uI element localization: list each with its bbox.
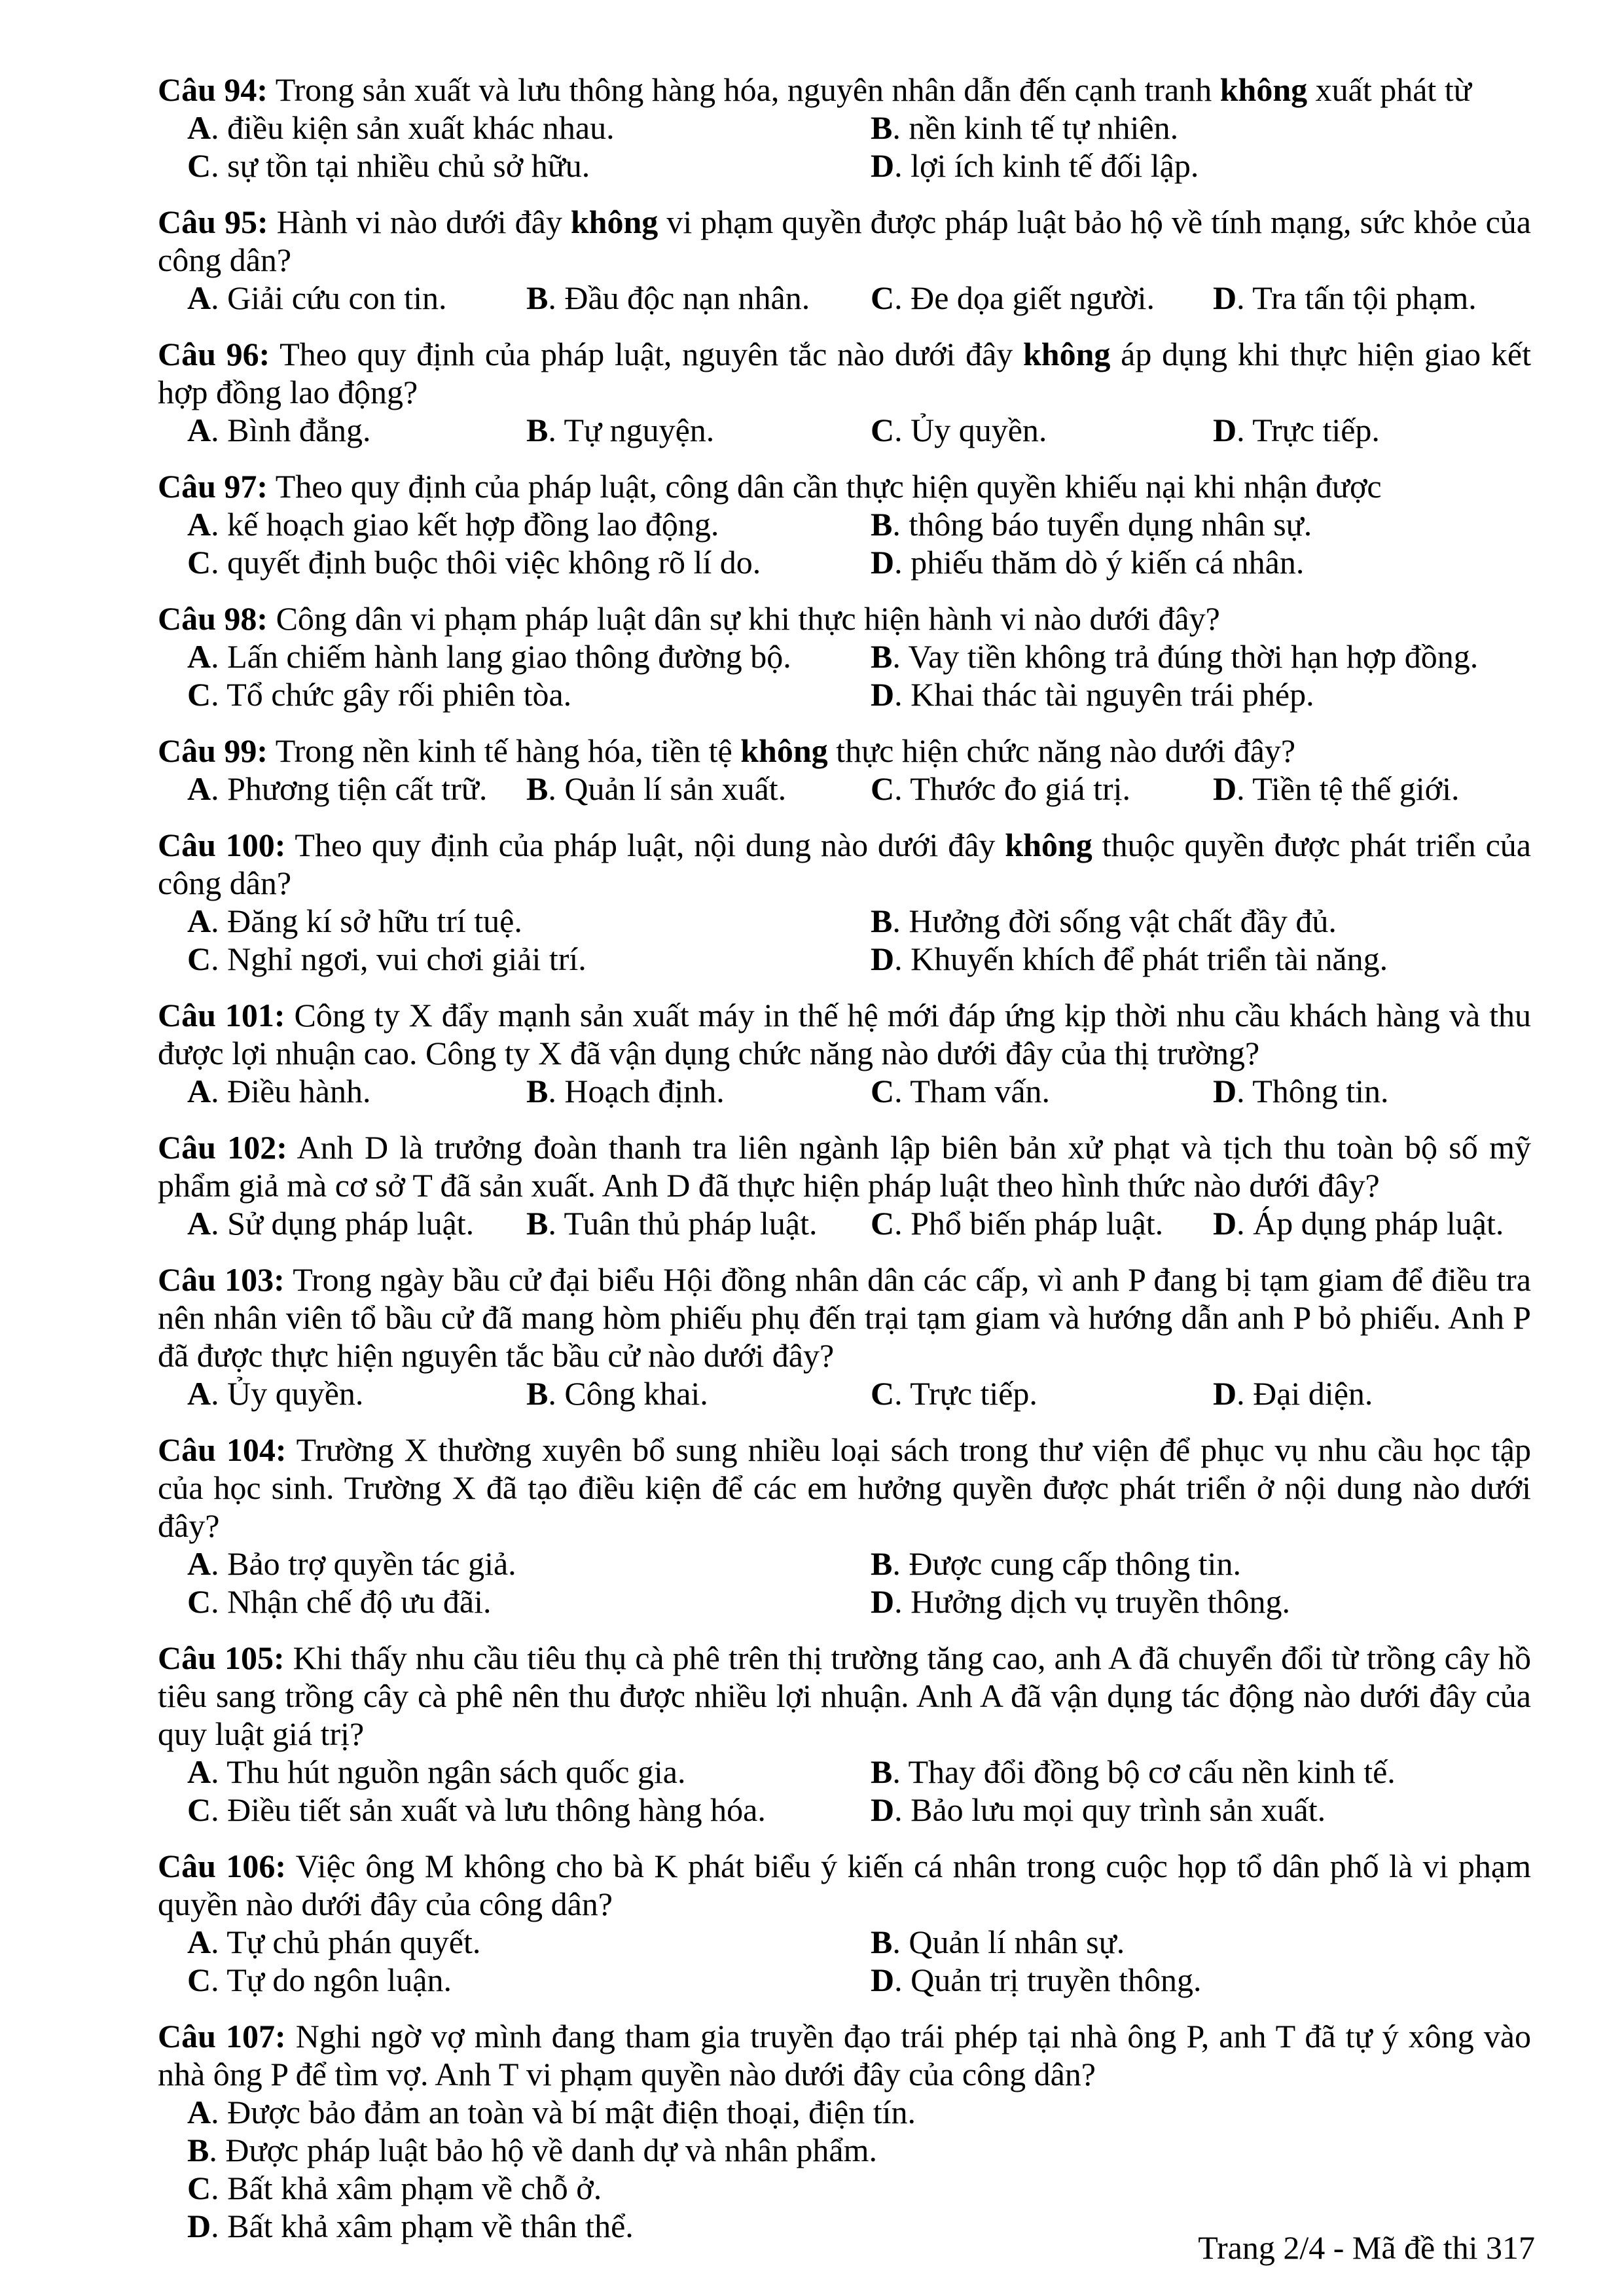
- question-block: [158, 2017, 1531, 2245]
- option-text: quyết định buộc thôi việc không rõ lí do.: [227, 544, 761, 581]
- answer-option[interactable]: D. lợi ích kinh tế đối lập.: [871, 147, 1199, 184]
- option-letter: B: [871, 506, 893, 543]
- answer-options: [158, 279, 1531, 317]
- option-letter: C: [187, 147, 211, 184]
- answer-option[interactable]: D. Thông tin.: [1213, 1073, 1389, 1109]
- option-text: Bất khả xâm phạm về thân thể.: [227, 2208, 634, 2244]
- question-emphasis: không: [1219, 71, 1308, 108]
- answer-option[interactable]: B. Tuân thủ pháp luật.: [526, 1205, 818, 1242]
- question-number: Câu 104:: [158, 1431, 287, 1468]
- answer-option[interactable]: C. Điều tiết sản xuất và lưu thông hàng hóa.: [187, 1791, 766, 1828]
- question-text-end: thuộc quyền được phát triển của công dân?: [158, 827, 1531, 901]
- option-letter: A: [187, 1073, 211, 1109]
- option-text: sự tồn tại nhiều chủ sở hữu.: [227, 147, 590, 184]
- option-letter: C: [871, 1205, 895, 1242]
- answer-option[interactable]: C. Nghỉ ngơi, vui chơi giải trí.: [187, 941, 586, 977]
- question-stem: [158, 71, 1531, 109]
- option-letter: D: [871, 544, 895, 581]
- option-letter: D: [871, 941, 895, 977]
- question-block: [158, 996, 1531, 1110]
- question-stem: [158, 600, 1531, 637]
- question-text: Nghi ngờ vợ mình đang tham gia truyền đạo trái phép tại nhà ông P, anh T đã tự ý xông vào nhà ông P để tìm vợ. Anh T vi phạm quyền nào dưới đây của công dân?: [158, 2018, 1532, 2092]
- option-text: Đầu độc nạn nhân.: [564, 279, 810, 316]
- options-row: [158, 1374, 1531, 1412]
- question-block: [158, 1847, 1531, 1999]
- options-row: [158, 637, 1531, 675]
- option-letter: D: [871, 147, 895, 184]
- question-text: Theo quy định của pháp luật, nguyên tắc nào dưới đây: [280, 336, 1023, 372]
- options-row: [158, 2131, 1531, 2169]
- question-stem: [158, 996, 1531, 1072]
- question-emphasis: không: [1005, 827, 1092, 863]
- answer-options: [158, 411, 1531, 449]
- question-stem: [158, 335, 1531, 411]
- answer-option[interactable]: D. Khuyến khích để phát triển tài năng.: [871, 941, 1388, 977]
- option-text: Quản lí sản xuất.: [564, 770, 787, 807]
- answer-options: [158, 1072, 1531, 1110]
- question-text: Hành vi nào dưới đây: [276, 204, 571, 240]
- option-letter: D: [871, 1791, 895, 1828]
- answer-option[interactable]: A. kế hoạch giao kết hợp đồng lao động.: [187, 506, 719, 543]
- answer-option[interactable]: D. Áp dụng pháp luật.: [1213, 1205, 1504, 1242]
- question-number: Câu 98:: [158, 600, 268, 637]
- question-stem: [158, 1639, 1531, 1753]
- answer-option[interactable]: B. Công khai.: [526, 1375, 708, 1412]
- options-row: [158, 279, 1531, 317]
- option-letter: D: [871, 1583, 895, 1620]
- option-text: Quản trị truyền thông.: [911, 1962, 1202, 1998]
- option-letter: A: [187, 1375, 211, 1412]
- question-number: Câu 105:: [158, 1640, 285, 1676]
- option-text: phiếu thăm dò ý kiến cá nhân.: [911, 544, 1305, 581]
- question-number: Câu 96:: [158, 336, 270, 372]
- option-text: Tự nguyện.: [564, 412, 715, 448]
- option-letter: A: [187, 1545, 211, 1582]
- answer-option[interactable]: C. Tổ chức gây rối phiên tòa.: [187, 676, 572, 713]
- option-letter: A: [187, 2094, 211, 2130]
- answer-options: [158, 1753, 1531, 1829]
- options-row: [158, 2169, 1531, 2207]
- option-letter: C: [187, 1791, 211, 1828]
- option-text: Trực tiếp.: [910, 1375, 1038, 1412]
- option-letter: B: [871, 1545, 893, 1582]
- question-text: Trong ngày bầu cử đại biểu Hội đồng nhân dân các cấp, vì anh P đang bị tạm giam để điều tra nên nhân viên tổ bầu cử đã mang hòm phiếu phụ đến trại tạm giam và hướng dẫn anh P bỏ phiếu. Anh P đã được thực hiện nguyên tắc bầu cử nào dưới đây?: [158, 1261, 1531, 1374]
- option-letter: D: [1213, 1205, 1237, 1242]
- question-block: [158, 1431, 1531, 1621]
- options-row: [158, 1753, 1531, 1791]
- option-letter: A: [187, 1753, 211, 1790]
- option-letter: B: [526, 770, 549, 807]
- answer-options: [158, 1204, 1531, 1242]
- option-letter: C: [871, 770, 895, 807]
- answer-option[interactable]: D. Tra tấn tội phạm.: [1213, 279, 1477, 316]
- answer-option[interactable]: C. Nhận chế độ ưu đãi.: [187, 1583, 492, 1620]
- question-emphasis: không: [740, 732, 828, 769]
- option-text: Tra tấn tội phạm.: [1252, 279, 1477, 316]
- option-text: kế hoạch giao kết hợp đồng lao động.: [227, 506, 719, 543]
- option-letter: B: [871, 1753, 893, 1790]
- answer-option[interactable]: C. Đe dọa giết người.: [871, 279, 1155, 316]
- option-text: Quản lí nhân sự.: [909, 1924, 1125, 1960]
- options-row: [158, 1545, 1531, 1583]
- option-text: Hưởng dịch vụ truyền thông.: [911, 1583, 1290, 1620]
- answer-option[interactable]: C. Phổ biến pháp luật.: [871, 1205, 1164, 1242]
- option-text: Đăng kí sở hữu trí tuệ.: [227, 903, 522, 939]
- question-stem: [158, 1431, 1531, 1545]
- option-text: Bảo trợ quyền tác giả.: [227, 1545, 516, 1582]
- options-row: [158, 1583, 1531, 1621]
- option-text: Bình đẳng.: [227, 412, 371, 448]
- option-letter: A: [187, 279, 211, 316]
- answer-option[interactable]: D. Bảo lưu mọi quy trình sản xuất.: [871, 1791, 1326, 1828]
- option-text: Được cung cấp thông tin.: [909, 1545, 1241, 1582]
- question-text: Anh D là trưởng đoàn thanh tra liên ngành lập biên bản xử phạt và tịch thu toàn bộ số mỹ phẩm giả mà cơ sở T đã sản xuất. Anh D đã thực hiện pháp luật theo hình thức nào dưới đây?: [158, 1129, 1531, 1204]
- answer-option[interactable]: A. Được bảo đảm an toàn và bí mật điện thoại, điện tín.: [187, 2094, 916, 2130]
- option-letter: D: [1213, 770, 1237, 807]
- question-block: [158, 600, 1531, 713]
- question-stem: [158, 2017, 1531, 2093]
- options-row: [158, 505, 1531, 543]
- question-text: Công dân vi phạm pháp luật dân sự khi thực hiện hành vi nào dưới đây?: [276, 600, 1220, 637]
- answer-option[interactable]: B. Quản lí sản xuất.: [526, 770, 787, 807]
- question-stem: [158, 826, 1531, 902]
- option-letter: B: [526, 1205, 549, 1242]
- option-text: Đại diện.: [1253, 1375, 1373, 1412]
- answer-option[interactable]: B. Tự nguyện.: [526, 412, 715, 448]
- options-row: [158, 902, 1531, 940]
- option-text: Khuyến khích để phát triển tài năng.: [911, 941, 1388, 977]
- answer-option[interactable]: A. Bảo trợ quyền tác giả.: [187, 1545, 516, 1582]
- option-letter: D: [871, 676, 895, 713]
- option-text: Hoạch định.: [564, 1073, 725, 1109]
- answer-option[interactable]: A. Sử dụng pháp luật.: [187, 1205, 475, 1242]
- answer-option[interactable]: D. Tiền tệ thế giới.: [1213, 770, 1460, 807]
- options-row: [158, 109, 1531, 147]
- question-text: Trường X thường xuyên bổ sung nhiều loại sách trong thư viện để phục vụ nhu cầu học tập của học sinh. Trường X đã tạo điều kiện để các em hưởng quyền được phát triển ở nội dung nào dưới đây?: [158, 1431, 1531, 1544]
- option-text: Lấn chiếm hành lang giao thông đường bộ.: [227, 638, 791, 675]
- answer-option[interactable]: C. Thước đo giá trị.: [871, 770, 1131, 807]
- option-letter: B: [526, 1375, 549, 1412]
- option-letter: A: [187, 1205, 211, 1242]
- option-letter: A: [187, 638, 211, 675]
- option-letter: B: [526, 279, 549, 316]
- question-number: Câu 99:: [158, 732, 268, 769]
- answer-option[interactable]: C. sự tồn tại nhiều chủ sở hữu.: [187, 147, 590, 184]
- question-text-end: thực hiện chức năng nào dưới đây?: [827, 732, 1296, 769]
- question-block: [158, 826, 1531, 978]
- option-text: nền kinh tế tự nhiên.: [909, 109, 1179, 146]
- answer-option[interactable]: C. Tham vấn.: [871, 1073, 1051, 1109]
- question-text: Theo quy định của pháp luật, công dân cần thực hiện quyền khiếu nại khi nhận được: [275, 468, 1382, 505]
- option-text: Đe dọa giết người.: [911, 279, 1155, 316]
- answer-option[interactable]: A. Điều hành.: [187, 1073, 371, 1109]
- answer-option[interactable]: A. Giải cứu con tin.: [187, 279, 447, 316]
- option-text: Điều hành.: [227, 1073, 371, 1109]
- options-row: [158, 543, 1531, 581]
- question-block: [158, 467, 1531, 581]
- option-text: Tuân thủ pháp luật.: [564, 1205, 818, 1242]
- answer-option[interactable]: B. Quản lí nhân sự.: [871, 1924, 1125, 1960]
- answer-option[interactable]: D. phiếu thăm dò ý kiến cá nhân.: [871, 544, 1305, 581]
- answer-options: [158, 1374, 1531, 1412]
- question-number: Câu 102:: [158, 1129, 287, 1166]
- answer-option[interactable]: B. Vay tiền không trả đúng thời hạn hợp đồng.: [871, 638, 1479, 675]
- question-text: Công ty X đẩy mạnh sản xuất máy in thế hệ mới đáp ứng kịp thời nhu cầu khách hàng và thu được lợi nhuận cao. Công ty X đã vận dụng chức năng nào dưới đây của thị trường?: [158, 997, 1531, 1071]
- option-letter: C: [187, 544, 211, 581]
- options-row: [158, 675, 1531, 713]
- question-number: Câu 103:: [158, 1261, 285, 1298]
- question-emphasis: không: [570, 204, 659, 240]
- options-row: [158, 1791, 1531, 1829]
- option-letter: A: [187, 412, 211, 448]
- option-letter: A: [187, 770, 211, 807]
- option-text: thông báo tuyển dụng nhân sự.: [909, 506, 1312, 543]
- answer-option[interactable]: D. Bất khả xâm phạm về thân thể.: [187, 2208, 634, 2244]
- option-text: điều kiện sản xuất khác nhau.: [227, 109, 615, 146]
- question-number: Câu 97:: [158, 468, 268, 505]
- answer-options: [158, 902, 1531, 978]
- option-text: Hưởng đời sống vật chất đầy đủ.: [909, 903, 1337, 939]
- option-letter: B: [871, 109, 893, 146]
- question-stem: [158, 1128, 1531, 1204]
- answer-option[interactable]: C. Ủy quyền.: [871, 412, 1047, 448]
- answer-option[interactable]: D. Trực tiếp.: [1213, 412, 1380, 448]
- option-letter: D: [1213, 412, 1237, 448]
- answer-option[interactable]: D. Đại diện.: [1213, 1375, 1373, 1412]
- answer-option[interactable]: A. điều kiện sản xuất khác nhau.: [187, 109, 615, 146]
- question-number: Câu 94:: [158, 71, 268, 108]
- answer-option[interactable]: B. Hưởng đời sống vật chất đầy đủ.: [871, 903, 1337, 939]
- answer-option[interactable]: B. nền kinh tế tự nhiên.: [871, 109, 1179, 146]
- question-block: [158, 1128, 1531, 1242]
- option-letter: B: [187, 2132, 209, 2168]
- option-letter: B: [871, 638, 893, 675]
- answer-option[interactable]: A. Bình đẳng.: [187, 412, 371, 448]
- question-stem: [158, 1847, 1531, 1923]
- answer-option[interactable]: D. Hưởng dịch vụ truyền thông.: [871, 1583, 1290, 1620]
- option-letter: C: [187, 1962, 211, 1998]
- option-letter: C: [187, 1583, 211, 1620]
- answer-option[interactable]: B. Đầu độc nạn nhân.: [526, 279, 810, 316]
- answer-option[interactable]: B. thông báo tuyển dụng nhân sự.: [871, 506, 1312, 543]
- options-row: [158, 1072, 1531, 1110]
- option-text: Khai thác tài nguyên trái phép.: [911, 676, 1314, 713]
- option-letter: C: [871, 1375, 895, 1412]
- option-letter: C: [871, 1073, 895, 1109]
- answer-option[interactable]: C. quyết định buộc thôi việc không rõ lí do.: [187, 544, 761, 581]
- answer-option[interactable]: B. Được pháp luật bảo hộ về danh dự và nhân phẩm.: [187, 2132, 878, 2168]
- option-letter: B: [526, 412, 549, 448]
- options-row: [158, 2093, 1531, 2131]
- option-text: Vay tiền không trả đúng thời hạn hợp đồng.: [908, 638, 1479, 675]
- option-text: Tự chủ phán quyết.: [226, 1924, 481, 1960]
- option-letter: D: [871, 1962, 895, 1998]
- option-text: Nghỉ ngơi, vui chơi giải trí.: [227, 941, 586, 977]
- option-text: Thu hút nguồn ngân sách quốc gia.: [226, 1753, 686, 1790]
- answer-option[interactable]: C. Bất khả xâm phạm về chỗ ở.: [187, 2170, 602, 2206]
- option-letter: D: [187, 2208, 211, 2244]
- options-row: [158, 1961, 1531, 1999]
- option-text: Được pháp luật bảo hộ về danh dự và nhân phẩm.: [225, 2132, 878, 2168]
- option-text: Áp dụng pháp luật.: [1253, 1205, 1504, 1242]
- option-text: Điều tiết sản xuất và lưu thông hàng hóa.: [227, 1791, 766, 1828]
- option-letter: A: [187, 1924, 211, 1960]
- page-footer: Trang 2/4 - Mã đề thi 317: [1198, 2229, 1535, 2266]
- question-stem: [158, 732, 1531, 770]
- option-letter: A: [187, 109, 211, 146]
- option-text: Trực tiếp.: [1252, 412, 1380, 448]
- answer-options: [158, 109, 1531, 185]
- question-text-end: vi phạm quyền được pháp luật bảo hộ về tính mạng, sức khỏe của công dân?: [158, 204, 1531, 278]
- option-letter: A: [187, 506, 211, 543]
- option-letter: B: [526, 1073, 549, 1109]
- answer-option[interactable]: B. Hoạch định.: [526, 1073, 725, 1109]
- question-number: Câu 100:: [158, 827, 286, 863]
- answer-option[interactable]: A. Ủy quyền.: [187, 1375, 364, 1412]
- question-block: [158, 732, 1531, 808]
- answer-options: [158, 1923, 1531, 1999]
- option-letter: D: [1213, 279, 1237, 316]
- question-number: Câu 106:: [158, 1848, 287, 1884]
- option-letter: C: [187, 676, 211, 713]
- answer-options: [158, 637, 1531, 713]
- option-letter: D: [1213, 1375, 1237, 1412]
- answer-option[interactable]: C. Trực tiếp.: [871, 1375, 1038, 1412]
- question-block: [158, 335, 1531, 449]
- options-row: [158, 1204, 1531, 1242]
- option-letter: C: [187, 941, 211, 977]
- option-text: Thay đổi đồng bộ cơ cấu nền kinh tế.: [908, 1753, 1396, 1790]
- option-text: Tổ chức gây rối phiên tòa.: [226, 676, 572, 713]
- question-text: Khi thấy nhu cầu tiêu thụ cà phê trên thị trường tăng cao, anh A đã chuyển đổi từ trồng cây hồ tiêu sang trồng cây cà phê nên thu được nhiều lợi nhuận. Anh A đã vận dụng tác động nào dưới đây của quy luật giá trị?: [158, 1640, 1532, 1752]
- question-stem: [158, 203, 1531, 279]
- options-row: [158, 411, 1531, 449]
- option-text: Thước đo giá trị.: [910, 770, 1131, 807]
- answer-option[interactable]: D. Quản trị truyền thông.: [871, 1962, 1202, 1998]
- option-text: Phổ biến pháp luật.: [911, 1205, 1164, 1242]
- option-letter: B: [871, 1924, 893, 1960]
- option-text: Công khai.: [564, 1375, 708, 1412]
- question-number: Câu 95:: [158, 204, 268, 240]
- answer-options: [158, 770, 1531, 808]
- option-letter: B: [871, 903, 893, 939]
- option-letter: C: [871, 412, 895, 448]
- question-text: Trong sản xuất và lưu thông hàng hóa, nguyên nhân dẫn đến cạnh tranh: [275, 71, 1220, 108]
- option-text: Được bảo đảm an toàn và bí mật điện thoại, điện tín.: [227, 2094, 916, 2130]
- option-text: Tiền tệ thế giới.: [1252, 770, 1460, 807]
- question-text: Trong nền kinh tế hàng hóa, tiền tệ: [275, 732, 741, 769]
- option-text: Ủy quyền.: [227, 1375, 364, 1412]
- answer-option[interactable]: D. Khai thác tài nguyên trái phép.: [871, 676, 1314, 713]
- option-text: Tham vấn.: [910, 1073, 1051, 1109]
- answer-option[interactable]: A. Thu hút nguồn ngân sách quốc gia.: [187, 1753, 686, 1790]
- question-block: [158, 1261, 1531, 1412]
- question-text-end: áp dụng khi thực hiện giao kết hợp đồng lao động?: [158, 336, 1531, 410]
- option-text: Sử dụng pháp luật.: [227, 1205, 475, 1242]
- question-text-end: xuất phát từ: [1307, 71, 1471, 108]
- option-letter: C: [187, 2170, 211, 2206]
- question-block: [158, 71, 1531, 185]
- answer-options: [158, 505, 1531, 581]
- options-row: [158, 940, 1531, 978]
- option-text: Bất khả xâm phạm về chỗ ở.: [227, 2170, 602, 2206]
- answer-option[interactable]: A. Tự chủ phán quyết.: [187, 1924, 481, 1960]
- answer-options: [158, 2093, 1531, 2245]
- option-text: Giải cứu con tin.: [227, 279, 447, 316]
- question-stem: [158, 1261, 1531, 1374]
- option-text: Bảo lưu mọi quy trình sản xuất.: [911, 1791, 1326, 1828]
- question-number: Câu 101:: [158, 997, 285, 1033]
- question-number: Câu 107:: [158, 2018, 286, 2054]
- question-text: Việc ông M không cho bà K phát biểu ý kiến cá nhân trong cuộc họp tổ dân phố là vi phạm quyền nào dưới đây của công dân?: [158, 1848, 1531, 1922]
- answer-option[interactable]: C. Tự do ngôn luận.: [187, 1962, 452, 1998]
- question-block: [158, 1639, 1531, 1829]
- option-text: Tự do ngôn luận.: [226, 1962, 452, 1998]
- option-letter: A: [187, 903, 211, 939]
- answer-option[interactable]: A. Lấn chiếm hành lang giao thông đường bộ.: [187, 638, 791, 675]
- question-emphasis: không: [1023, 336, 1111, 372]
- question-block: [158, 203, 1531, 317]
- option-text: Nhận chế độ ưu đãi.: [227, 1583, 492, 1620]
- option-text: lợi ích kinh tế đối lập.: [911, 147, 1199, 184]
- options-row: [158, 770, 1531, 808]
- question-text: Theo quy định của pháp luật, nội dung nào dưới đây: [295, 827, 1005, 863]
- option-text: Thông tin.: [1252, 1073, 1389, 1109]
- option-text: Ủy quyền.: [911, 412, 1047, 448]
- answer-option[interactable]: A. Đăng kí sở hữu trí tuệ.: [187, 903, 522, 939]
- option-letter: C: [871, 279, 895, 316]
- question-stem: [158, 467, 1531, 505]
- option-text: Phương tiện cất trữ.: [227, 770, 488, 807]
- answer-option[interactable]: A. Phương tiện cất trữ.: [187, 770, 488, 807]
- answer-options: [158, 1545, 1531, 1621]
- answer-option[interactable]: B. Được cung cấp thông tin.: [871, 1545, 1241, 1582]
- option-letter: D: [1213, 1073, 1237, 1109]
- options-row: [158, 147, 1531, 185]
- answer-option[interactable]: B. Thay đổi đồng bộ cơ cấu nền kinh tế.: [871, 1753, 1396, 1790]
- exam-page: [158, 71, 1531, 2263]
- options-row: [158, 1923, 1531, 1961]
